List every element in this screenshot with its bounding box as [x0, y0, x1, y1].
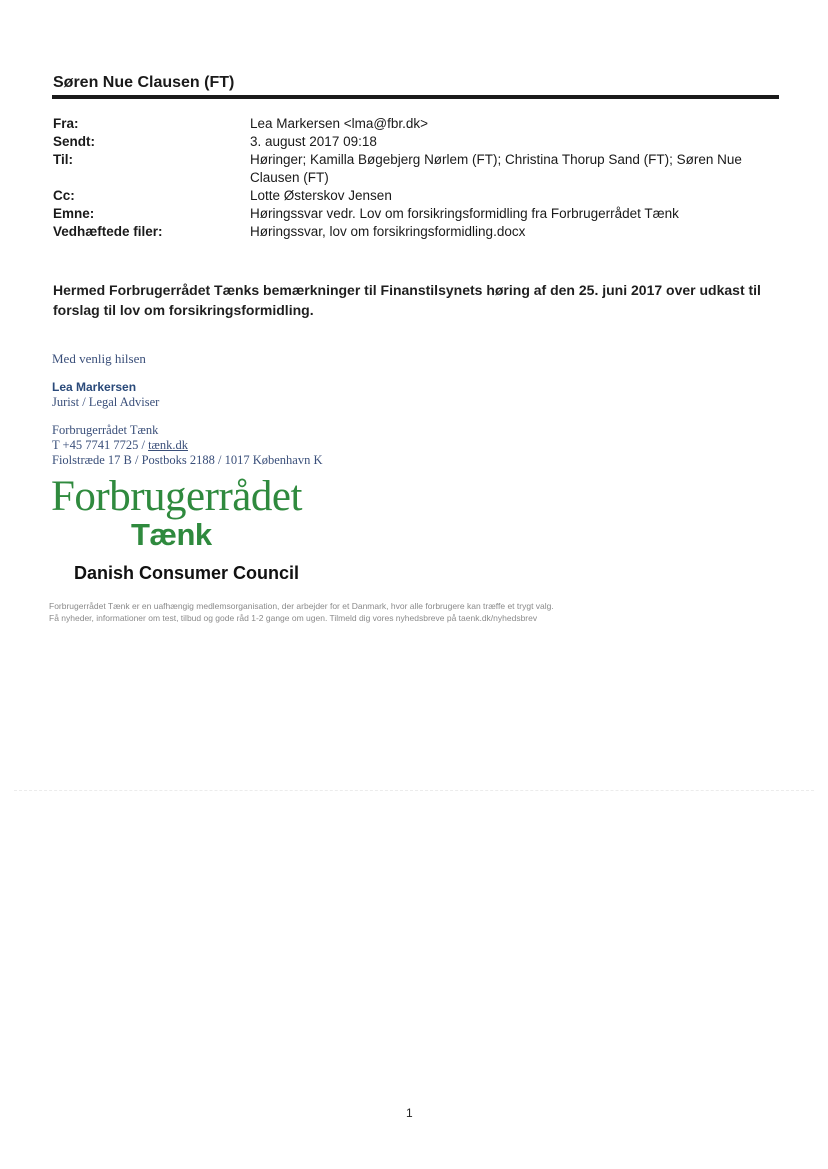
from-label: Fra:: [53, 116, 79, 131]
sent-value: 3. august 2017 09:18: [250, 134, 377, 149]
subject-label: Emne:: [53, 206, 95, 221]
website-link[interactable]: tænk.dk: [148, 438, 188, 452]
signature-phone-line: [52, 438, 323, 453]
signature-title: Jurist / Legal Adviser: [52, 395, 160, 409]
disclaimer-line-1: Forbrugerrådet Tænk er en uafhængig medlemsorganisation, der arbejder for et Danmark, hvor alle forbrugere kan træffe et trygt valg.: [49, 601, 554, 611]
mailbox-owner-name: Søren Nue Clausen (FT): [53, 74, 235, 91]
logo-council-name: Danish Consumer Council: [74, 563, 300, 583]
signature-org: Forbrugerrådet Tænk: [52, 423, 159, 437]
signature-phone: T +45 7741 7725 /: [52, 438, 149, 452]
email-header: [53, 115, 783, 241]
owner-divider: [52, 95, 779, 99]
signature-name: Lea Markersen: [52, 380, 137, 394]
attachments-label: Vedhæftede filer:: [53, 224, 163, 239]
subject-value: Høringssvar vedr. Lov om forsikringsformidling fra Forbrugerrådet Tænk: [250, 206, 679, 221]
disclaimer-line-2: Få nyheder, informationer om test, tilbud og gode råd 1-2 gange om ugen. Tilmeld dig vores nyhedsbreve på taenk.dk/nyhedsbrev: [49, 613, 538, 623]
scan-fold-line: [14, 790, 814, 791]
header-row-attachments: [53, 223, 783, 241]
page-number: 1: [406, 1106, 413, 1120]
cc-label: Cc:: [53, 188, 75, 203]
to-value: Høringer; Kamilla Bøgebjerg Nørlem (FT); Christina Thorup Sand (FT); Søren Nue Clausen (FT): [250, 152, 742, 185]
email-body: Hermed Forbrugerrådet Tænks bemærkninger til Finanstilsynets høring af den 25. juni 2017 over udkast til forslag til lov om forsikringsformidling.: [53, 282, 761, 318]
logo-wordmark: Forbrugerrådet: [51, 473, 302, 520]
to-label: Til:: [53, 152, 73, 167]
from-value: Lea Markersen <lma@fbr.dk>: [250, 116, 429, 131]
header-row-cc: [53, 187, 783, 205]
header-row-sent: [53, 133, 783, 151]
header-row-to: [53, 151, 783, 187]
attachment-file[interactable]: Høringssvar, lov om forsikringsformidling.docx: [250, 224, 526, 239]
signature-address: Fiolstræde 17 B / Postboks 2188 / 1017 København K: [52, 453, 323, 467]
signature-contact: [52, 423, 323, 468]
sent-label: Sendt:: [53, 134, 95, 149]
header-row-subject: [53, 205, 783, 223]
logo-subtitle: Tænk: [131, 517, 212, 552]
footer-disclaimer: [49, 600, 789, 624]
header-row-from: [53, 115, 783, 133]
signature-greeting: Med venlig hilsen: [52, 351, 146, 366]
cc-value: Lotte Østerskov Jensen: [250, 188, 392, 203]
